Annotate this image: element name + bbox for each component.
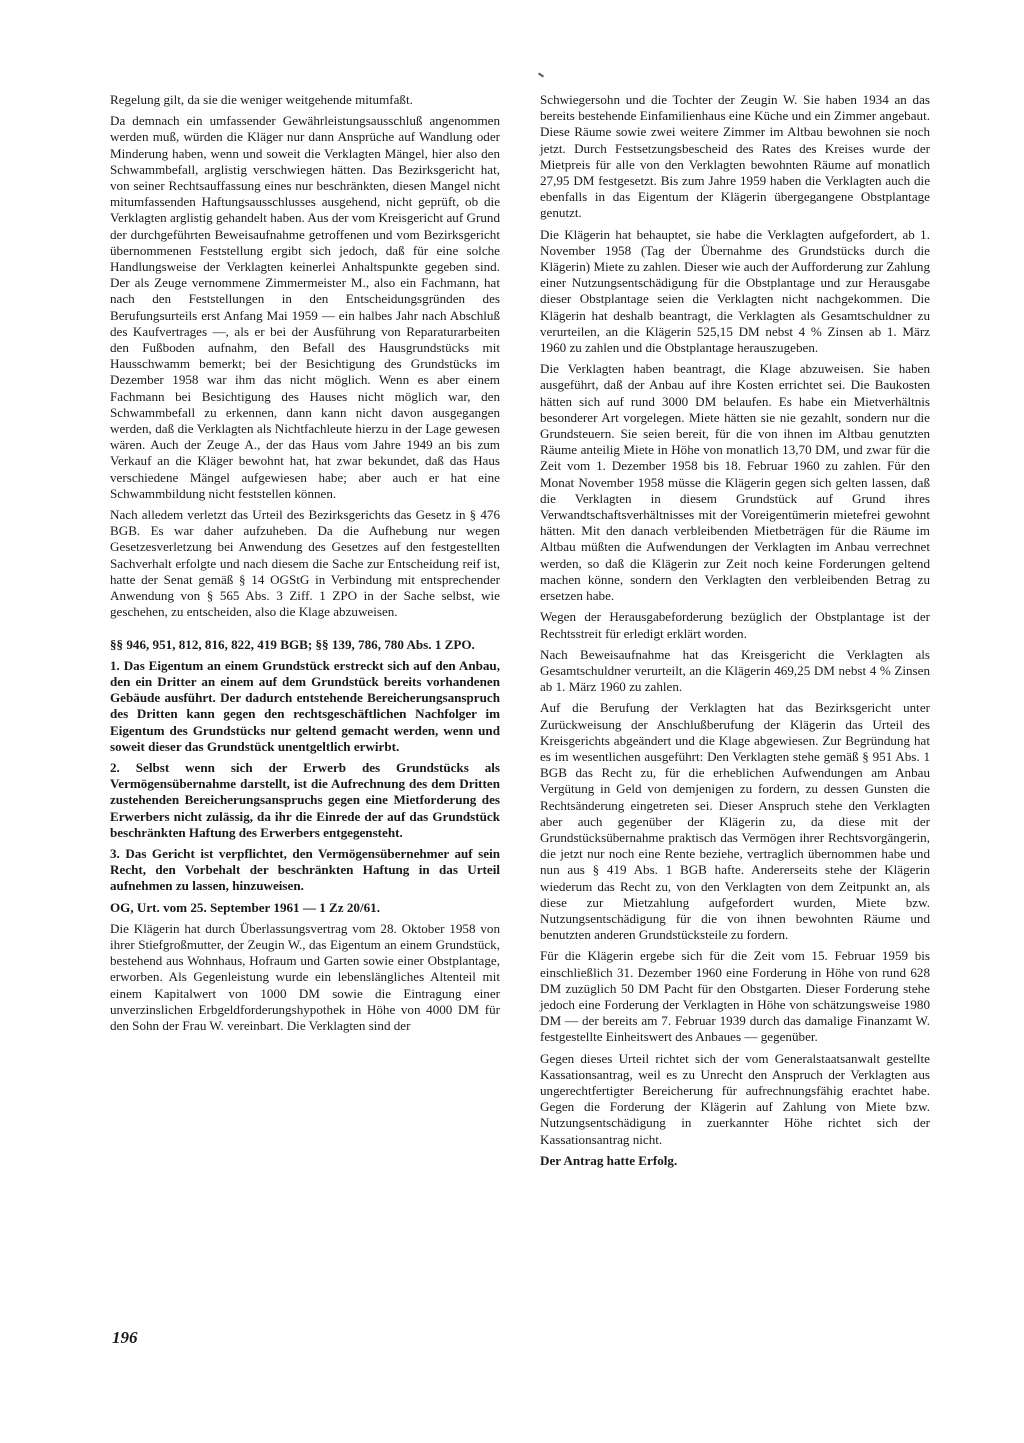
right-column — [540, 92, 930, 1174]
paragraph: Nach Beweisaufnahme hat das Kreisgericht die Verklagten als Gesamtschuldner verurteilt, an die Klägerin 469,25 DM nebst 4 % Zinsen ab 1. März 1960 zu zahlen. — [540, 646, 930, 695]
paragraph: Für die Klägerin ergebe sich für die Zeit vom 15. Februar 1959 bis einschließlich 31. Dezember 1960 eine Forderung in Höhe von rund 628 DM zuzüglich 50 DM Pacht für den Obstgarten. Dieser Forderung stehe jedoch eine Forderung der Verklagten in Höhe von schätzungsweise 1980 DM — der bereits am 7. Februar 1939 durch das damalige Finanzamt W. festgestellte Einheitswert des Anbaues — gegenüber. — [540, 948, 930, 1045]
paragraph: Auf die Berufung der Verklagten hat das Bezirksgericht unter Zurückweisung der Anschlußberufung der Klägerin das Urteil des Kreisgerichts abgeändert und die Klage abgewiesen. Zur Begründung hat es im wesentlichen ausgeführt: Den Verklagten stehe gemäß § 951 Abs. 1 BGB das Recht zu, für die erheblichen Aufwendungen am Anbau Vergütung in Geld von demjenigen zu fordern, zu dessen Gunsten die Rechtsänderung eingetreten sei. Dieser Anspruch stehe den Verklagten aber auch gegenüber der Klägerin zu, da diese mit der Grundstücksübernahme praktisch das Vermögen ihrer Rechtsvorgängerin, die jetzt nur noch eine Rente beziehe, vertraglich übernommen habe und nun aus § 419 Abs. 1 BGB hafte. Andererseits stehe der Klägerin wiederum das Recht zu, von den Verklagten von dem Zeitpunkt an, als diese zur Mietzahlung aufgefordert wurden, Miete bzw. Nutzungsentschädigung für die von ihnen bewohnten Räume und benutzten anderen Grundstücksteile zu fordern. — [540, 700, 930, 943]
left-column — [110, 92, 500, 1039]
section-heading: §§ 946, 951, 812, 816, 822, 419 BGB; §§ 139, 786, 780 Abs. 1 ZPO. — [110, 636, 475, 652]
paragraph: Regelung gilt, da sie die weniger weitgehende mitumfaßt. — [110, 92, 413, 107]
paragraph: Die Verklagten haben beantragt, die Klage abzuweisen. Sie haben ausgeführt, daß der Anbau auf ihre Kosten errichtet sei. Die Baukosten hätten sich auf rund 3000 DM belaufen. Es habe ein Mietverhältnis besonderer Art vorgelegen. Miete hätten sie nie gezahlt, sondern nur die Grundsteuern. Sie seien bereit, für die von ihnen im Altbau genutzten Räume anteilig Miete in Höhe von monatlich 13,70 DM, und zwar für die Zeit vom 1. Dezember 1958 bis 18. Februar 1960 zu zahlen. Für den Monat November 1958 müsse die Klägerin gegen sich gelten lassen, daß die Verklagten in diesem Grundstück auf Grund ihres Verwandtschaftsverhältnisses mit der Voreigentümerin mietefrei gewohnt hätten. Mit den danach verbleibenden Mietbeträgen für die Räume im Altbau müßten die Aufwendungen der Verklagten im Anbau verrechnet werden, so daß die Klägerin zur Zeit noch keine Forderungen geltend machen könne, sondern den Verklagten den verbleibenden Betrag zu ersetzen habe. — [540, 361, 930, 604]
result-line: Der Antrag hatte Erfolg. — [540, 1152, 678, 1168]
page-number: 196 — [112, 1328, 138, 1347]
leitsatz: 1. Das Eigentum an einem Grundstück erstreckt sich auf den Anbau, den ein Dritter an einem auf dem Grundstück bereits vorhandenen Gebäude ausführt. Der dadurch entstehende Bereicherungsanspruch des Dritten kann gegen den rechtsgeschäftlichen Nachfolger im Eigentum des Grundstücks nur geltend gemacht werden, wenn und soweit dieser das Grundstück unentgeltlich erwirbt. — [110, 657, 500, 754]
leitsatz: 2. Selbst wenn sich der Erwerb des Grundstücks als Vermögensübernahme darstellt, ist die Aufrechnung des dem Dritten zustehenden Bereicherungsanspruchs gegen eine Mietforderung des Erwerbers nicht zulässig, da ihr die Einrede der auf das Grundstück beschränkten Haftung des Erwerbers entgegensteht. — [110, 759, 500, 840]
paragraph: Gegen dieses Urteil richtet sich der vom Generalstaatsanwalt gestellte Kassationsantrag, weil es zu Unrecht den Anspruch der Verklagten aus ungerechtfertigter Bereicherung für aufrechnungsfähig erachtet habe. Gegen die Forderung der Klägerin auf Zahlung von Miete bzw. Nutzungsentschädigung in zuerkannter Höhe richtet sich der Kassationsantrag nicht. — [540, 1050, 930, 1147]
scan-mark — [538, 72, 544, 77]
paragraph: Die Klägerin hat durch Überlassungsvertrag vom 28. Oktober 1958 von ihrer Stiefgroßmutter, der Zeugin W., das Eigentum an einem Grundstück, bestehend aus Wohnhaus, Hofraum und Garten sowie einer Obstplantage, erworben. Als Gegenleistung wurde ein lebenslängliches Altenteil mit einem Kapitalwert von 1000 DM sowie die Eintragung einer unverzinslichen Erbgeldforderungshypothek in Höhe von 4000 DM für den Sohn der Frau W. vereinbart. Die Verklagten sind der — [110, 920, 500, 1033]
paragraph: Da demnach ein umfassender Gewährleistungsausschluß angenommen werden muß, würden die Kläger nur dann Ansprüche auf Wandlung oder Minderung haben, wenn und soweit die Verklagten Mängel, hier also den Schwammbefall, arglistig verschwiegen hätten. Das Bezirksgericht hat, von seiner Rechtsauffassung eines nur beschränkten, diesen Mangel nicht mitumfassenden Haftungsausschlusses ausgehend, nicht geprüft, ob die Verklagten arglistig gehandelt haben. Aus der vom Kreisgericht auf Grund der durchgeführten Beweisaufnahme getroffenen und vom Bezirksgericht übernommenen Feststellung ergibt sich jedoch, daß für eine solche Handlungsweise der Verklagten keinerlei Anhaltspunkte gegeben sind. Der als Zeuge vernommene Zimmermeister M., also ein Fachmann, hat nach den Feststellungen in den Entscheidungsgründen des Berufungsurteils erst Anfang Mai 1959 — ein halbes Jahr nach Abschluß des Kaufvertrages —, als er bei der Ausführung von Reparaturarbeiten den Fußboden aufnahm, den Befall des Hausgrundstücks mit Hausschwamm bemerkt; bei der Besichtigung des Grundstücks im Dezember 1958 war ihm das nicht möglich. Wenn es aber einem Fachmann bei Besichtigung des Hauses nicht möglich war, den Schwammbefall zu erkennen, dann kann nicht davon ausgegangen werden, daß die Verklagten als Nichtfachleute hierzu in der Lage gewesen wären. Auch der Zeuge A., der das Haus vom Jahre 1949 an bis zum Verkauf an die Kläger bewohnt hat, hat zwar bekundet, daß das Haus verschiedene Mängel aufgewiesen habe; aber auch er hat eine Schwammbildung nicht feststellen können. — [110, 113, 500, 501]
leitsatz: 3. Das Gericht ist verpflichtet, den Vermögensübernehmer auf sein Recht, den Vorbehalt der beschränkten Haftung in das Urteil aufnehmen zu lassen, hinzuweisen. — [110, 845, 500, 894]
paragraph: Nach alledem verletzt das Urteil des Bezirksgerichts das Gesetz in § 476 BGB. Es war daher aufzuheben. Da die Aufhebung nur wegen Gesetzesverletzung bei Anwendung des Gesetzes auf den festgestellten Sachverhalt erfolgte und nach diesem die Sache zur Entscheidung reif ist, hatte der Senat gemäß § 14 OGStG in Verbindung mit entsprechender Anwendung von § 565 Abs. 3 Ziff. 1 ZPO in der Sache selbst, wie geschehen, zu entscheiden, also die Klage abzuweisen. — [110, 507, 500, 620]
paragraph: Schwiegersohn und die Tochter der Zeugin W. Sie haben 1934 an das bereits bestehende Einfamilienhaus eine Küche und ein Zimmer angebaut. Diese Räume sowie zwei weitere Zimmer im Altbau bewohnen sie noch jetzt. Durch Festsetzungsbescheid des Rates des Kreises wurde der Mietpreis für alle von den Verklagten bewohnten Räume auf monatlich 27,95 DM festgesetzt. Bis zum Jahre 1959 haben die Verklagten auch die ebenfalls in das Eigentum der Klägerin übergegangene Obstplantage genutzt. — [540, 92, 930, 221]
paragraph: Die Klägerin hat behauptet, sie habe die Verklagten aufgefordert, ab 1. November 1958 (Tag der Übernahme des Grundstücks durch die Klägerin) Miete zu zahlen. Dieser wie auch der Aufforderung zur Zahlung einer Nutzungsentschädigung für die Obstplantage und zur Herausgabe dieser Obstplantage seien die Verklagten nicht nachgekommen. Die Klägerin hat deshalb beantragt, die Verklagten als Gesamtschuldner zu verurteilen, an die Klägerin 525,15 DM nebst 4 % Zinsen ab 1. März 1960 zu zahlen und die Obstplantage herauszugeben. — [540, 226, 930, 356]
citation: OG, Urt. vom 25. September 1961 — 1 Zz 20/61. — [110, 899, 380, 915]
paragraph: Wegen der Herausgabeforderung bezüglich der Obstplantage ist der Rechtsstreit für erledigt erklärt worden. — [540, 609, 930, 641]
